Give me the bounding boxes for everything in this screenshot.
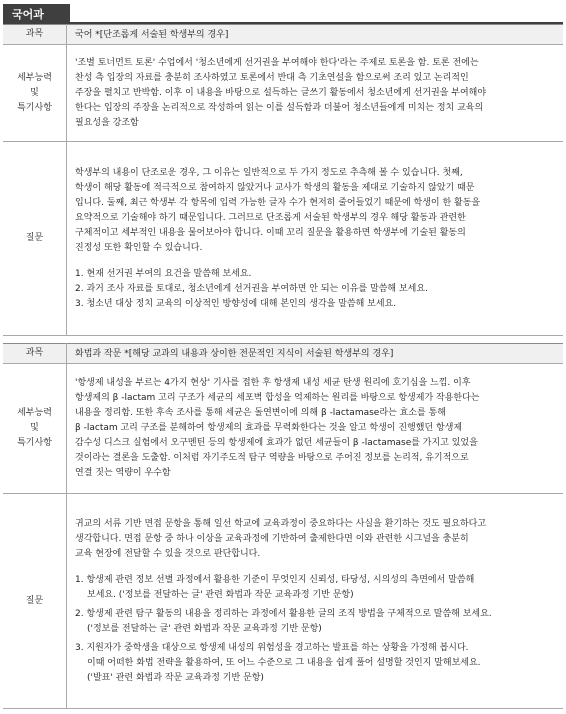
record-label-line: 및 <box>30 87 39 98</box>
record-line: 연결 짓는 역량이 우수함 <box>75 468 171 478</box>
subject-value: 화법과 작문 *[해당 교과의 내용과 상이한 전문적인 지식이 서술된 학생부의 경우] <box>67 344 564 364</box>
record-label-line: 세부능력 <box>17 72 52 83</box>
question-text <box>67 142 564 336</box>
question-item-cont: ('정보를 전달하는 글' 관련 화법과 작문 교육과정 기반 문항) <box>87 623 322 634</box>
record-label-line: 세부능력 <box>17 408 52 418</box>
question-item-cont: 보세요. ('정보를 전달하는 글' 관련 화법과 작문 교육과정 기반 문항) <box>87 589 354 600</box>
record-label <box>3 364 67 494</box>
question-intro-line: 진정성 또한 확인할 수 있습니다. <box>75 242 203 253</box>
subject-row <box>3 25 563 45</box>
subject-label: 과목 <box>3 344 67 364</box>
subject-value: 국어 *[단조롭게 서술된 학생부의 경우] <box>67 25 564 45</box>
record-label-line: 특기사항 <box>17 438 52 448</box>
record-line: 주장을 펼치고 반박함. 이후 이 내용을 바탕으로 설득하는 글쓰기 활동에서 청소년에게 선거권을 부여해야 <box>75 87 487 98</box>
subject-row <box>3 344 563 364</box>
subject-label: 과목 <box>3 25 67 45</box>
spacer <box>75 562 557 573</box>
record-line: 것이라는 결론을 도출함. 이처럼 자기주도적 탐구 역량을 바탕으로 주어진 정보를 논리적, 유기적으로 <box>75 453 469 463</box>
record-text <box>67 45 564 142</box>
record-line: 필요성을 강조함 <box>75 117 139 128</box>
record-line: 내용을 정리함. 또한 후속 조사를 통해 세균은 돌연변이에 의해 β -lactamase라는 효소를 통해 <box>75 408 446 418</box>
question-item: 2. 과거 조사 자료를 토대로, 청소년에게 선거권을 부여하면 안 되는 이유를 말씀해 보세요. <box>75 283 428 294</box>
question-item: 3. 지원자가 중학생을 대상으로 항생제 내성의 위험성을 경고하는 발표를 하는 상황을 가정해 봅시다. <box>75 642 469 653</box>
question-item: 2. 항생제 관련 탐구 활동의 내용을 정리하는 과정에서 활용한 글의 조직 방법을 구체적으로 말씀해 보세요. <box>75 608 492 619</box>
record-label <box>3 45 67 142</box>
record-line: 찬성 측 입장의 자료를 충분히 조사하였고 토론에서 반대 측 기초연설을 함으로써 조리 있고 논리적인 <box>75 72 469 83</box>
question-text <box>67 494 564 709</box>
record-line: 감수성 디스크 실험에서 오구멘틴 등의 항생제에 효과가 없던 세균들이 β -lactamase를 가지고 있었을 <box>75 438 478 448</box>
question-label: 질문 <box>3 494 67 709</box>
record-line: 한다는 입장의 주장을 논리적으로 작성하여 읽는 이를 설득함과 더불어 청소년들에게 미치는 정치 교육의 <box>75 102 484 113</box>
question-item: 3. 청소년 대상 정치 교육의 이상적인 방향성에 대해 본인의 생각을 말씀해 보세요. <box>75 298 397 309</box>
question-intro-line: 학생부의 내용이 단조로운 경우, 그 이유는 일반적으로 두 가지 정도로 추측해 볼 수 있습니다. 첫째, <box>75 167 463 178</box>
record-text <box>67 364 564 494</box>
question-item: 1. 현재 선거권 부여의 요건을 말씀해 보세요. <box>75 268 252 279</box>
question-intro-line: 생각합니다. 면접 문항 중 하나 이상을 교육과정에 기반하여 출제한다면 이와 관련한 시그널을 충분히 <box>75 533 469 544</box>
question-intro-line: 학생이 해당 활동에 적극적으로 참여하지 않았거나 교사가 학생의 활동을 제대로 기술하지 않았기 때문 <box>75 182 475 193</box>
question-row <box>3 494 563 709</box>
question-intro-line: 구체적이고 세부적인 내용을 물어보아야 합니다. 이때 꼬리 질문을 활용하면 학생부에 기술된 활동의 <box>75 227 466 238</box>
question-intro-line: 교육 현장에 전달할 수 있을 것으로 판단합니다. <box>75 548 261 559</box>
record-label-line: 및 <box>30 423 39 433</box>
question-item-cont: 이때 어떠한 화법 전략을 활용하여, 또 어느 수준으로 그 내용을 쉽게 풀어 설명할 것인지 말해보세요. <box>87 657 481 668</box>
record-label-line: 특기사항 <box>17 102 52 113</box>
section-tab: 국어과 <box>3 4 70 23</box>
record-table-korean <box>3 24 563 336</box>
record-line: '조별 토너먼트 토론' 수업에서 '청소년에게 선거권을 부여해야 한다'라는 주제로 토론을 함. 토론 전에는 <box>75 57 479 68</box>
question-intro-line: 입니다. 둘째, 최근 학생부 각 항목에 입력 가능한 글자 수가 현저히 줄어들었기 때문에 학생이 한 활동을 <box>75 197 481 208</box>
record-line: β -lactam 고리 구조를 분해하여 항생제의 효과를 무력화한다는 것을 알고 학생이 진행했던 항생제 <box>75 423 463 433</box>
spacer <box>75 256 557 267</box>
record-table-speech-writing <box>3 343 563 709</box>
record-row <box>3 364 563 494</box>
record-row <box>3 45 563 142</box>
question-intro-line: 요약적으로 기술해야 하기 때문입니다. 그러므로 단조롭게 서술된 학생부의 경우 해당 활동과 관련한 <box>75 212 466 223</box>
record-line: '항생제 내성을 부르는 4가지 현상' 기사를 접한 후 항생제 내성 세균 탄생 원리에 호기심을 느낌. 이후 <box>75 378 471 388</box>
question-item-cont: ('발표' 관련 화법과 작문 교육과정 기반 문항) <box>87 672 264 683</box>
question-row <box>3 142 563 336</box>
question-label: 질문 <box>3 142 67 336</box>
question-intro-line: 귀교의 서류 기반 면접 문항을 통해 일선 학교에 교육과정이 중요하다는 사실을 환기하는 것도 필요하다고 <box>75 518 487 529</box>
record-line: 항생제의 β -lactam 고리 구조가 세균의 세포벽 합성을 억제하는 원리를 바탕으로 항생제가 작용한다는 <box>75 393 480 403</box>
question-item: 1. 항생제 관련 정보 선별 과정에서 활용한 기준이 무엇인지 신뢰성, 타당성, 시의성의 측면에서 말씀해 <box>75 574 475 585</box>
